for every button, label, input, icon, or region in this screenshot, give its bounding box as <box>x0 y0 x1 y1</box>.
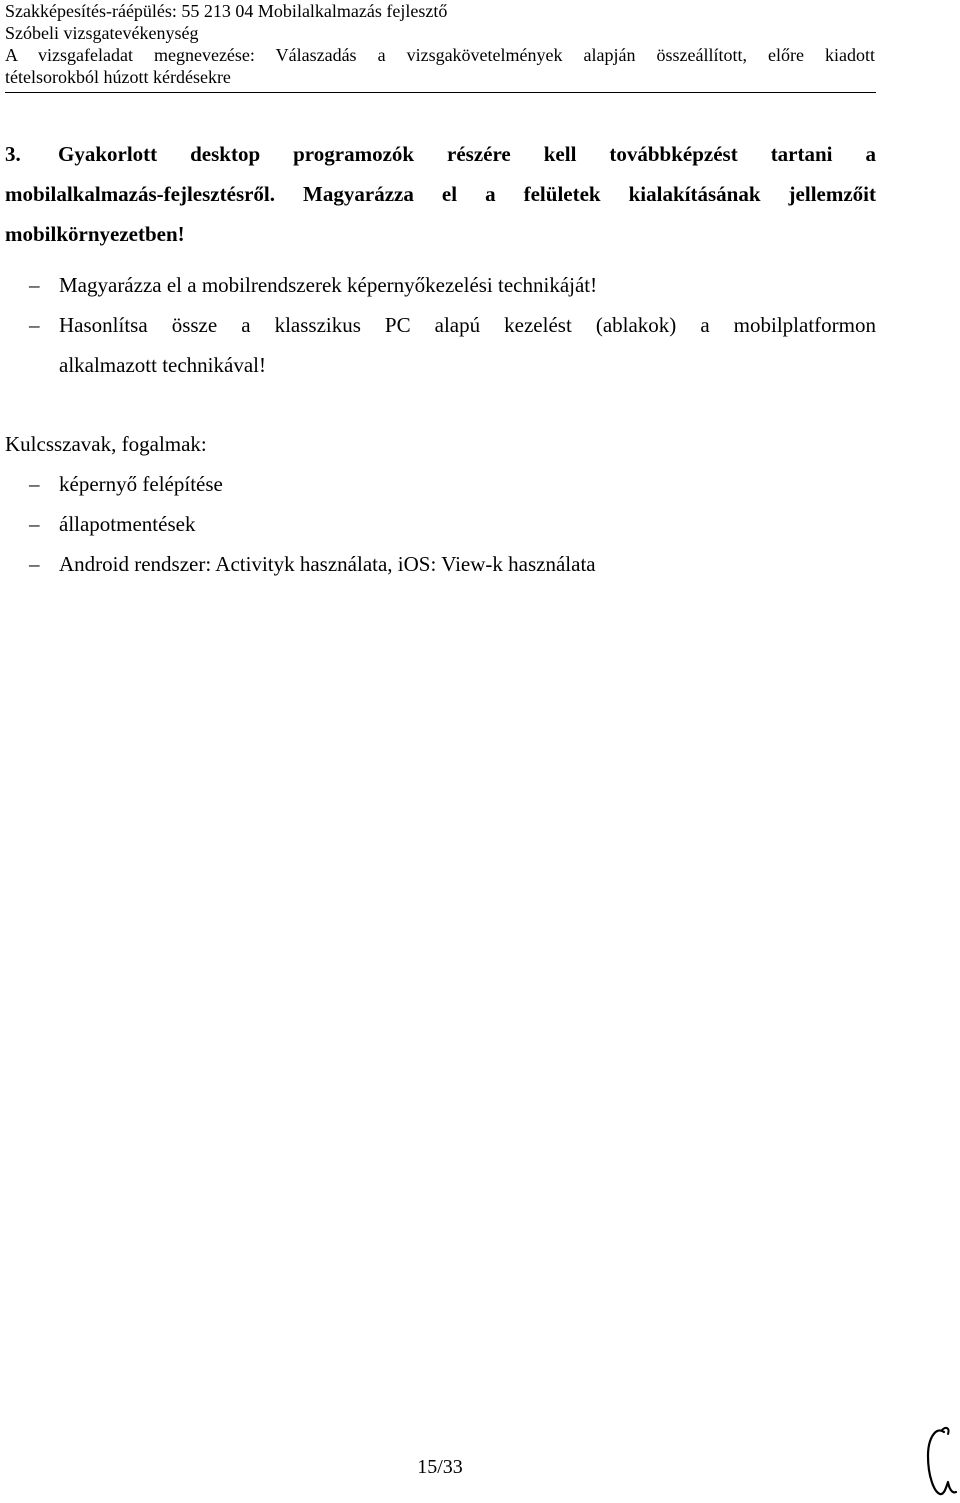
question-block <box>5 134 876 254</box>
dash-bullet: – <box>29 512 40 536</box>
task-list <box>5 265 876 385</box>
keyword-item <box>5 464 876 504</box>
dash-bullet: – <box>29 552 40 576</box>
signature-mark <box>918 1418 958 1498</box>
keyword-item <box>5 544 876 584</box>
task-text-continued: alkalmazott technikával! <box>59 353 266 377</box>
task-text: Hasonlítsa össze a klasszikus PC alapú kezelést (ablakok) a mobilplatformon <box>59 313 876 337</box>
task-item <box>5 305 876 385</box>
keywords-title: Kulcsszavak, fogalmak: <box>5 432 207 456</box>
question-line-3: mobilkörnyezetben! <box>5 222 185 246</box>
dash-bullet: – <box>29 472 40 496</box>
question-line-2: mobilalkalmazás-fejlesztésről. Magyarázza el a felületek kialakításának jellemzőit <box>5 182 876 206</box>
question-number: 3. <box>5 142 21 166</box>
question-text-1: Gyakorlott desktop programozók részére kell továbbképzést tartani a <box>58 142 876 166</box>
dash-bullet: – <box>29 313 40 337</box>
header-task-name-continued: tételsorokból húzott kérdésekre <box>5 67 231 87</box>
page-number: 15/33 <box>417 1456 463 1478</box>
keyword-text: Android rendszer: Activityk használata, iOS: View-k használata <box>59 552 596 576</box>
header-divider <box>5 92 876 93</box>
keyword-text: állapotmentések <box>59 512 196 536</box>
header-task-name: A vizsgafeladat megnevezése: Válaszadás a vizsgakövetelmények alapján összeállított, előre kiadott <box>5 45 875 65</box>
task-item <box>5 265 876 305</box>
document-header <box>5 0 875 88</box>
keyword-text: képernyő felépítése <box>59 472 223 496</box>
header-exam-type: Szóbeli vizsgatevékenység <box>5 23 199 43</box>
task-text: Magyarázza el a mobilrendszerek képernyőkezelési technikáját! <box>59 273 598 297</box>
header-qualification: Szakképesítés-ráépülés: 55 213 04 Mobilalkalmazás fejlesztő <box>5 1 448 21</box>
keywords-list <box>5 464 876 584</box>
dash-bullet: – <box>29 273 40 297</box>
question-line-1 <box>5 134 876 174</box>
keyword-item <box>5 504 876 544</box>
